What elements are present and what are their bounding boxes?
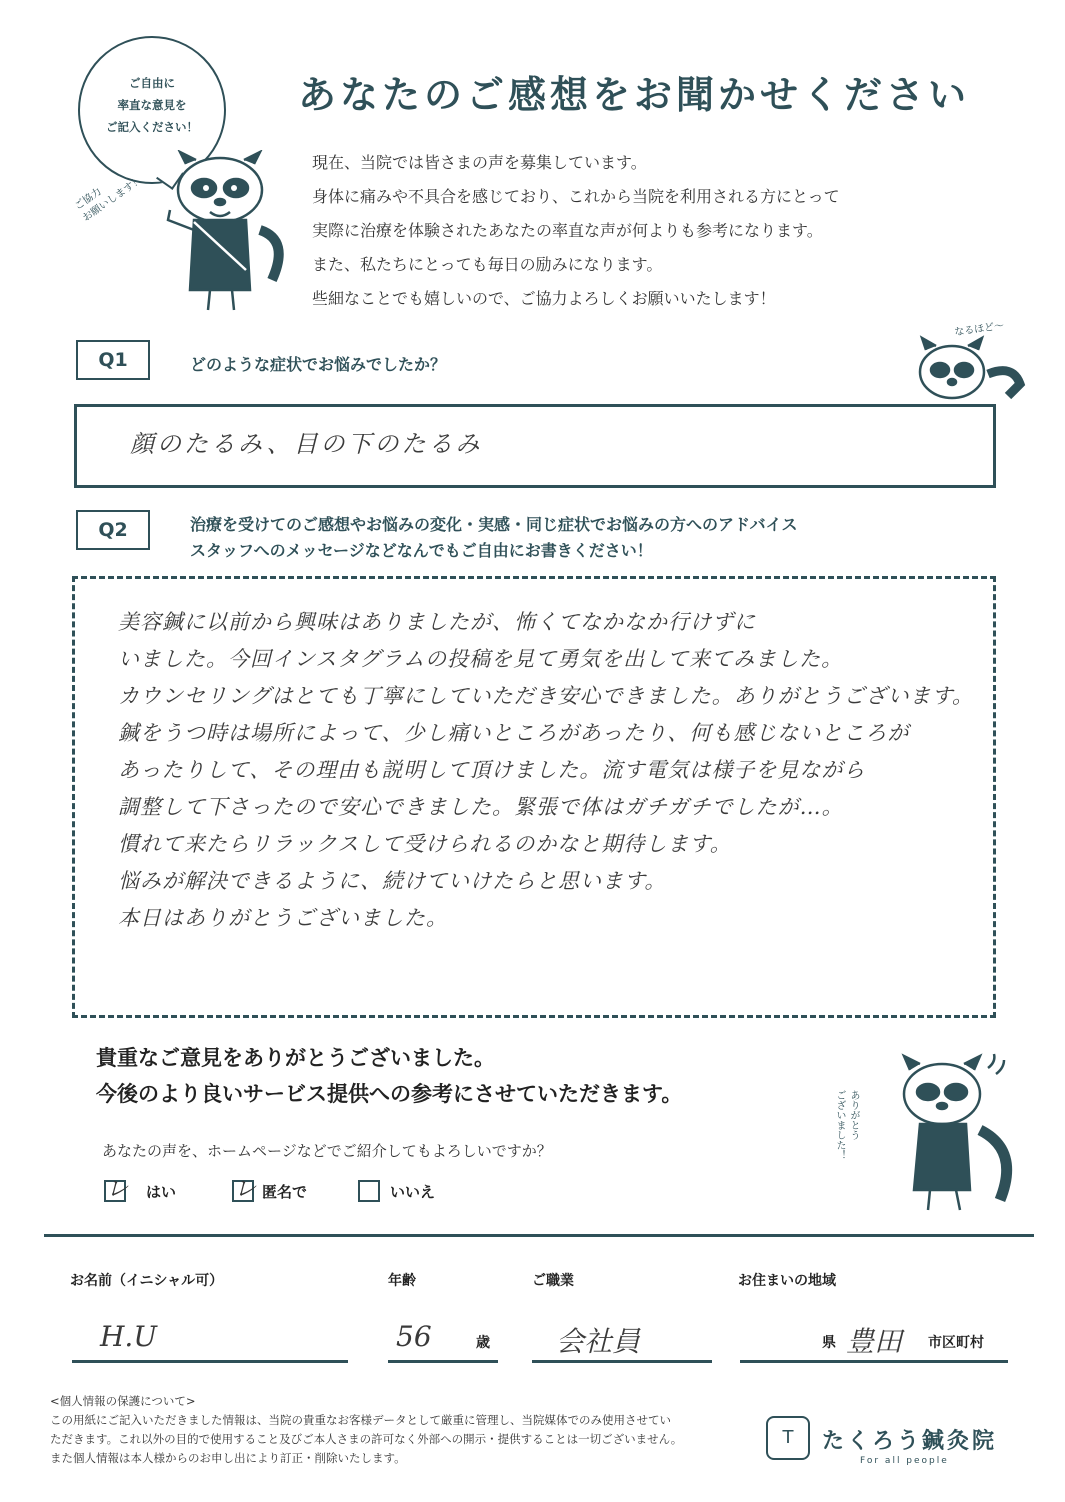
area-value: 豊田 <box>846 1325 903 1358</box>
q2-label: Q2 <box>76 510 150 550</box>
name-label: お名前（イニシャル可） <box>70 1273 224 1289</box>
q2-answer: 美容鍼に以前から興味はありましたが、怖くてなかなか行けずに いました。今回インスタグラムの投稿を見て勇気を出して来てみました。 カウンセリングはとても丁寧にしていただき安心できました。ありがとうございます。 鍼をうつ時は場所によって、少し痛いところがあったり、何も感じないところが あったりして、その理由も説明して頂けました。流す電気は様子を見ながら 調整して下さったので安心できました。緊張で体はガチガチでしたが…。 慣れて来たらリラックスして受けられるのかなと期待します。 悩みが解決できるように、続けていけたらと思います。 本日はありがとうございました。 <box>118 610 974 930</box>
privacy-notice: <個人情報の保護について> この用紙にご記入いただきました情報は、当院の貴重なお客様データとして厳重に管理し、当院媒体でのみ使用させてい ただきます。これ以外の目的で使用すること及びご本人さまの許可なく外部への開示・提供することは一切ございません。 また個人情報は本人様からのお申し出により訂正・削除いたします。 <box>50 1394 683 1465</box>
consent-question: あなたの声を、ホームページなどでご紹介してもよろしいですか？ <box>102 1142 552 1160</box>
job-label: ご職業 <box>532 1273 574 1289</box>
q1-note: なるほど〜 <box>953 320 1005 339</box>
city-unit: 市区町村 <box>928 1335 984 1351</box>
area-label: お住まいの地域 <box>738 1273 836 1289</box>
age-value: 56 <box>396 1320 432 1353</box>
page-title: あなたのご感想をお聞かせください <box>298 73 971 117</box>
pref-unit: 県 <box>822 1335 836 1351</box>
thanks-message: 貴重なご意見をありがとうございました。 今後のより良いサービス提供への参考にさせていただきます。 <box>96 1046 683 1106</box>
consent-anonymous-label: 匿名で <box>262 1183 308 1201</box>
consent-anonymous-mark: レ <box>234 1177 257 1202</box>
consent-no-checkbox[interactable] <box>358 1180 380 1202</box>
age-unit: 歳 <box>476 1335 490 1351</box>
raccoon-mascot-icon <box>150 150 300 320</box>
age-field[interactable] <box>388 1360 498 1363</box>
q1-question: どのような症状でお悩みでしたか？ <box>190 355 447 374</box>
job-value: 会社員 <box>556 1325 641 1358</box>
clinic-logo-icon: T <box>766 1416 810 1460</box>
q1-answer: 顔のたるみ、目の下のたるみ <box>130 430 483 458</box>
q1-label: Q1 <box>76 340 150 380</box>
name-value: H.U <box>100 1320 157 1353</box>
consent-yes-label: はい <box>146 1183 177 1201</box>
peeking-raccoon-icon <box>908 334 1028 414</box>
name-field[interactable] <box>72 1360 348 1363</box>
consent-no-label: いいえ <box>390 1183 436 1201</box>
clinic-name: たくろう鍼灸院 <box>822 1429 998 1454</box>
bowing-raccoon-icon <box>880 1050 1030 1220</box>
intro-text: 現在、当院では皆さまの声を募集しています。 身体に痛みや不具合を感じており、これから当院を利用される方にとって 実際に治療を体験されたあなたの率直な声が何よりも参考になります。 また、私たちにとっても毎日の励みになります。 些細なことでも嬉しいので、ご協力よろしくお願いいたします！ <box>312 153 840 308</box>
job-field[interactable] <box>532 1360 712 1363</box>
side-note: ご協力 お願いします！ <box>72 174 145 224</box>
speech-bubble-text: ご自由に 率直な意見を ご記入ください！ <box>106 76 198 134</box>
area-field[interactable] <box>740 1360 1008 1363</box>
consent-yes-mark: レ <box>106 1177 129 1202</box>
clinic-tagline: For all people <box>860 1456 949 1466</box>
age-label: 年齢 <box>388 1273 416 1289</box>
q2-question: 治療を受けてのご感想やお悩みの変化・実感・同じ症状でお悩みの方へのアドバイス スタッフへのメッセージなどなんでもご自由にお書きください！ <box>190 515 798 560</box>
thanks-note: ありがとう ございました！ <box>834 1090 859 1160</box>
section-divider <box>44 1234 1034 1237</box>
